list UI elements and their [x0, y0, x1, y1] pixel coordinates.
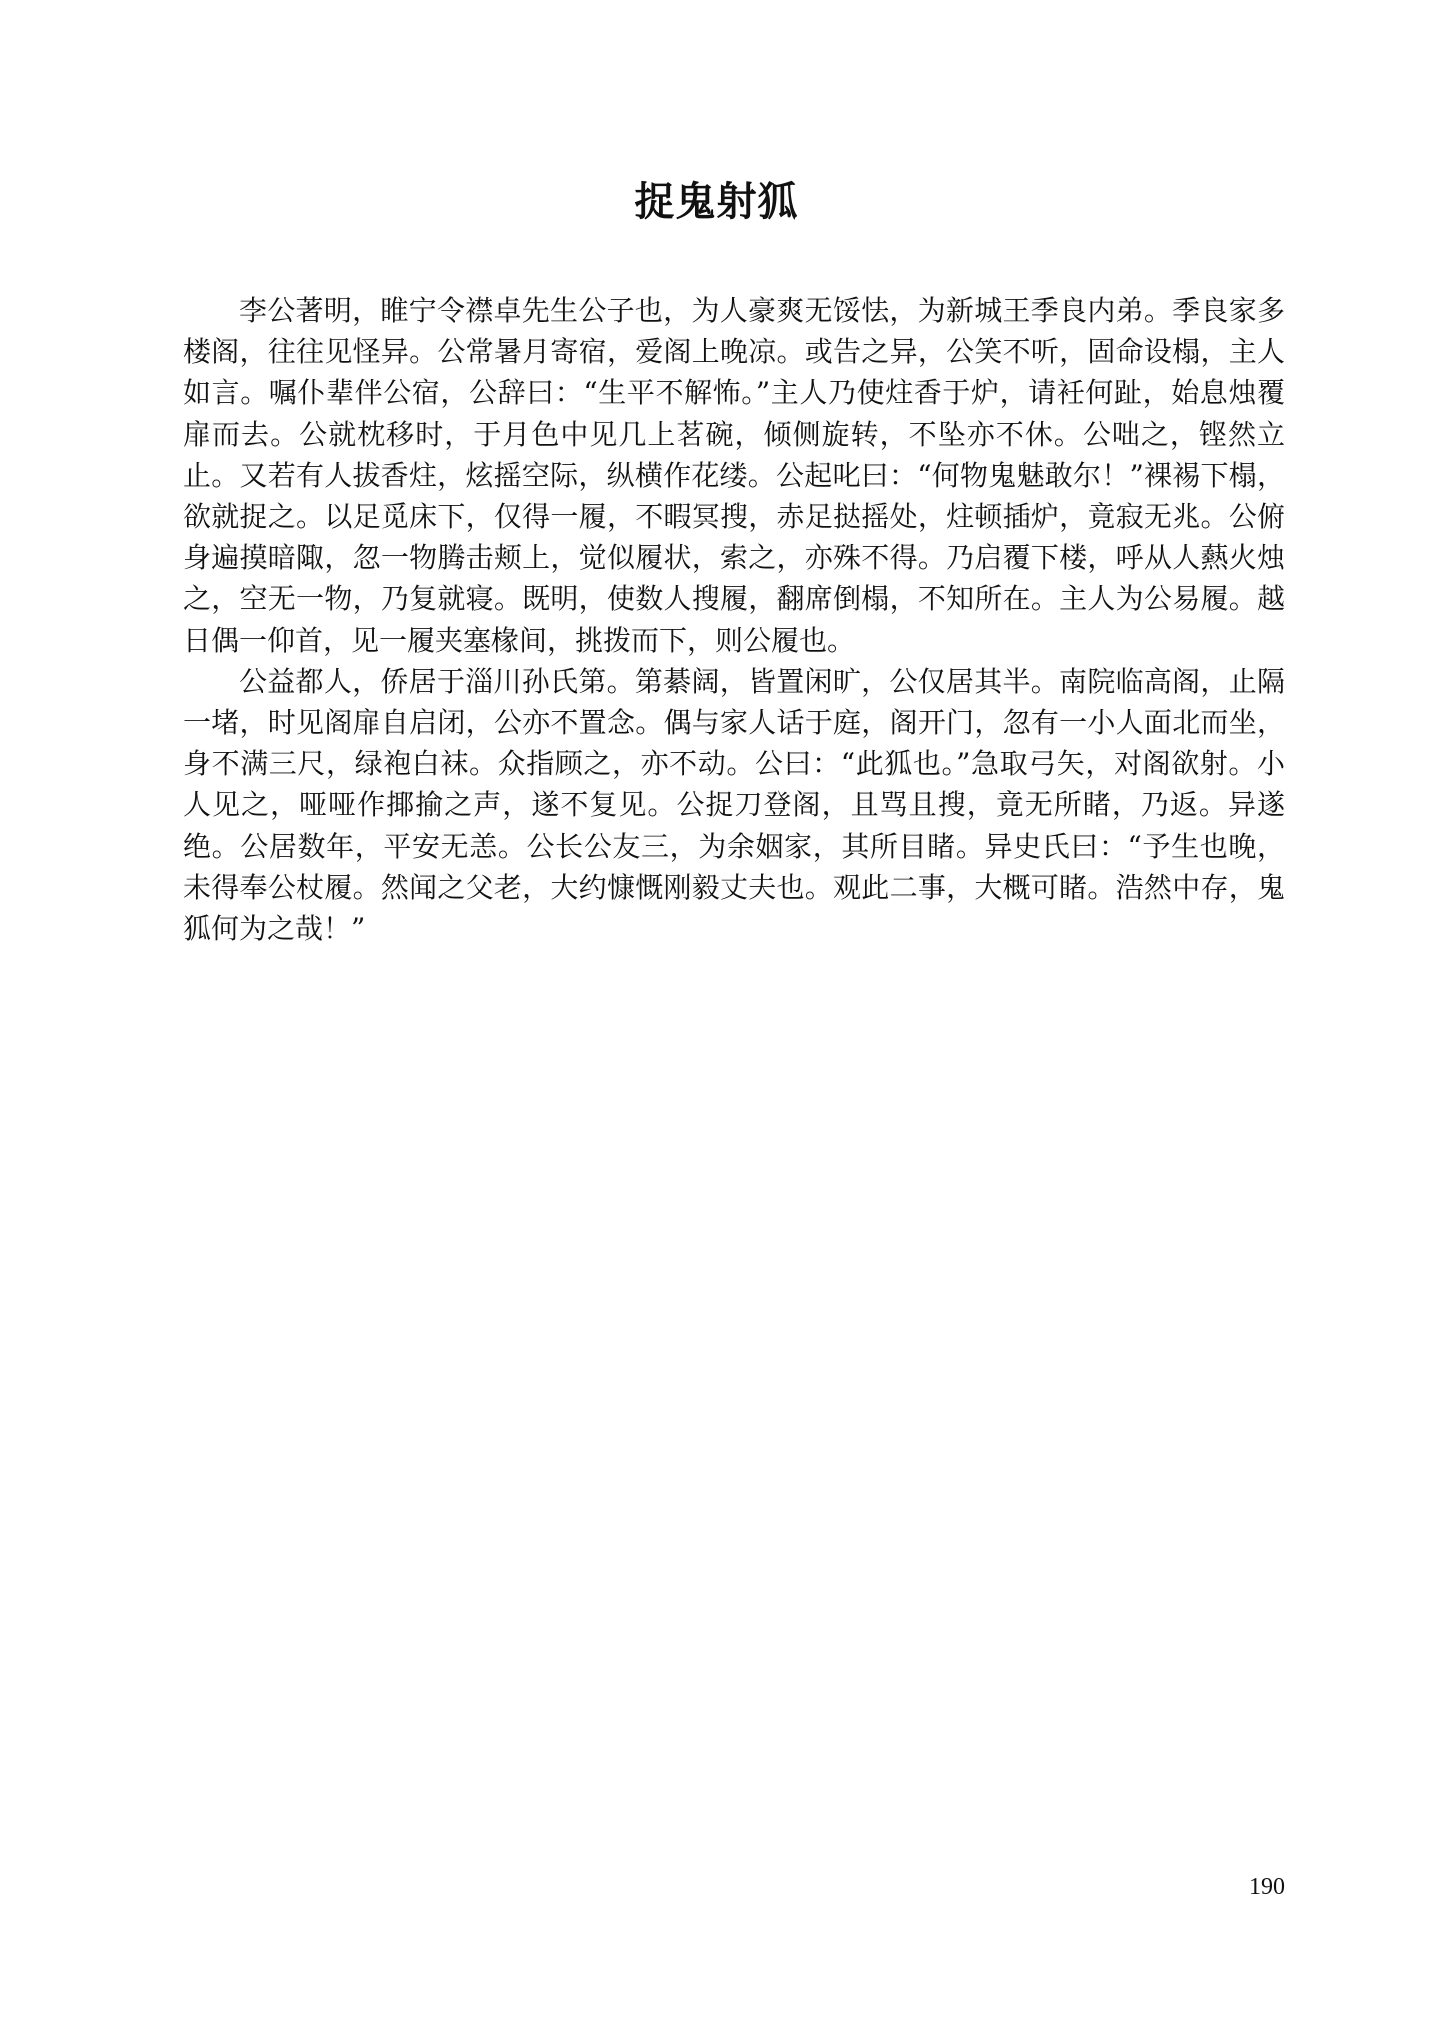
paragraph-1: 李公著明，睢宁令襟卓先生公子也，为人豪爽无馁怯，为新城王季良内弟。季良家多楼阁，往往见怪异。公常暑月寄宿，爱阁上晚凉。或告之异，公笑不听，固命设榻，主人如言。嘱仆辈伴公宿，公辞曰：“生平不解怖。”主人乃使炷香于炉，请衽何趾，始息烛覆扉而去。公就枕移时，于月色中见几上茗碗，倾侧旋转，不坠亦不休。公咄之，铿然立止。又若有人拔香炷，炫摇空际，纵横作花缕。公起叱曰：“何物鬼魅敢尔！”裸裼下榻，欲就捉之。以足觅床下，仅得一履，不暇冥搜，赤足挞摇处，炷顿插炉，竟寂无兆。公俯身遍摸暗陬，忽一物腾击颊上，觉似履状，索之，亦殊不得。乃启覆下楼，呼从人爇火烛之，空无一物，乃复就寝。既明，使数人搜履，翻席倒榻，不知所在。主人为公易履。越日偶一仰首，见一履夹塞椽间，挑拨而下，则公履也。 [183, 294, 1285, 657]
paragraph-2: 公益都人，侨居于淄川孙氏第。第綦阔，皆置闲旷，公仅居其半。南院临高阁，止隔一堵，时见阁扉自启闭，公亦不置念。偶与家人话于庭，阁开门，忽有一小人面北而坐，身不满三尺，绿袍白袜。众指顾之，亦不动。公曰：“此狐也。”急取弓矢，对阁欲射。小人见之，哑哑作揶揄之声，遂不复见。公捉刀登阁，且骂且搜，竟无所睹，乃返。异遂绝。公居数年，平安无恙。公长公友三，为余姻家，其所目睹。异史氏曰：“予生也晚，未得奉公杖履。然闻之父老，大约慷慨刚毅丈夫也。观此二事，大概可睹。浩然中存，鬼狐何为之哉！” [183, 664, 1285, 946]
page-title: 捉鬼射狐 [634, 179, 799, 225]
page-number: 190 [1249, 1874, 1285, 1900]
body-text [183, 290, 1285, 949]
